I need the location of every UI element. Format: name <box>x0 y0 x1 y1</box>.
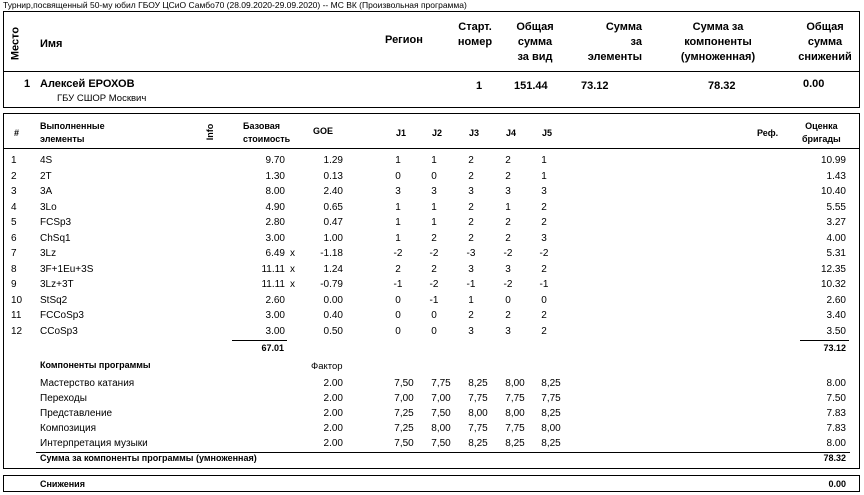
element-goe: -0.79 <box>320 279 343 290</box>
element-goe: 0.50 <box>323 325 343 337</box>
component-name: Мастерство катания <box>40 378 135 389</box>
element-panel-score: 3.40 <box>826 310 846 321</box>
header-divider <box>3 71 860 72</box>
protocol-title: Турнир,посвященный 50-му юбил ГБОУ ЦСиО Самбо70 (28.09.2020-29.09.2020) -- МС ВК (Произвольная программа) <box>3 0 467 10</box>
element-judge-score: 1 <box>431 155 437 166</box>
element-judge-score: -2 <box>539 248 549 259</box>
element-judge-score: 2 <box>505 310 511 321</box>
element-judge-score: 0 <box>431 325 437 337</box>
element-judge-score: 2 <box>431 232 437 244</box>
element-judge-score: 2 <box>505 170 511 182</box>
col-j2-header: J2 <box>432 128 443 138</box>
element-judge-score: -2 <box>503 248 513 259</box>
element-code: FCSp3 <box>40 217 72 228</box>
element-judge-score: 2 <box>468 232 474 244</box>
element-base-value: 1.30 <box>265 170 285 182</box>
element-goe: -1.18 <box>320 248 343 259</box>
element-base-value: 2.80 <box>265 217 285 228</box>
element-base-value: 2.60 <box>265 294 285 306</box>
element-panel-score: 4.00 <box>826 232 846 244</box>
col-ref-header: Реф. <box>757 128 779 138</box>
skater-total: 151.44 <box>514 80 548 92</box>
element-row <box>3 324 860 339</box>
component-judge-score: 7,50 <box>394 378 414 389</box>
element-row <box>3 153 860 168</box>
col-goe-header: GOE <box>313 126 334 136</box>
element-panel-score: 1.43 <box>826 170 846 182</box>
element-code: 4S <box>40 155 53 166</box>
component-judge-score: 7,75 <box>541 393 561 404</box>
element-code: CCoSp3 <box>40 325 78 337</box>
component-factor: 2.00 <box>323 423 343 434</box>
component-judge-score: 7,75 <box>431 378 451 389</box>
col-region-header: Регион <box>385 34 423 46</box>
element-judge-score: 2 <box>468 201 474 213</box>
deductions-total: 0.00 <box>828 479 846 489</box>
element-base-value: 3.00 <box>265 232 285 244</box>
deductions-box <box>3 475 860 492</box>
elements-total: 73.12 <box>823 343 846 353</box>
element-judge-score: -2 <box>429 248 439 259</box>
element-number: 6 <box>11 232 17 244</box>
component-panel-score: 8.00 <box>826 438 846 449</box>
component-judge-score: 8,00 <box>505 378 525 389</box>
element-row <box>3 184 860 199</box>
element-judge-score: 1 <box>395 232 401 244</box>
element-judge-score: 0 <box>431 310 437 321</box>
component-name: Интерпретация музыки <box>40 438 148 449</box>
element-judge-score: 1 <box>395 155 401 166</box>
component-judge-score: 8,00 <box>468 408 488 419</box>
element-panel-score: 10.40 <box>820 186 846 197</box>
element-judge-score: 2 <box>541 310 547 321</box>
element-number: 12 <box>11 325 23 337</box>
element-judge-score: 3 <box>431 186 437 197</box>
element-bonus-mark: x <box>290 263 295 275</box>
element-judge-score: 1 <box>541 155 547 166</box>
component-judge-score: 8,25 <box>468 438 488 449</box>
component-judge-score: 8,25 <box>468 378 488 389</box>
element-panel-score: 5.31 <box>826 248 846 259</box>
element-judge-score: 2 <box>468 217 474 228</box>
element-judge-score: 1 <box>431 217 437 228</box>
element-bonus-mark: x <box>290 248 295 259</box>
element-goe: 1.00 <box>323 232 343 244</box>
col-j4-header: J4 <box>506 128 517 138</box>
element-code: FCCoSp3 <box>40 310 84 321</box>
col-elements-header: Сумма за элементы <box>587 21 642 63</box>
col-j5-header: J5 <box>542 128 553 138</box>
element-number: 7 <box>11 248 17 259</box>
element-judge-score: 2 <box>468 170 474 182</box>
element-code: 3Lo <box>40 201 57 213</box>
element-base-value: 8.00 <box>265 186 285 197</box>
component-judge-score: 8,25 <box>541 378 561 389</box>
component-judge-score: 7,75 <box>468 393 488 404</box>
element-goe: 0.00 <box>323 294 343 306</box>
element-goe: 0.13 <box>323 170 343 182</box>
element-judge-score: -1 <box>466 279 476 290</box>
components-label: Компоненты программы <box>40 360 151 370</box>
col-j3-header: J3 <box>469 128 480 138</box>
elements-total-rule <box>800 340 849 341</box>
component-name: Представление <box>40 408 113 419</box>
element-judge-score: 3 <box>505 325 511 337</box>
skater-name: Алексей ЕРОХОВ <box>40 78 135 90</box>
element-judge-score: 3 <box>468 186 474 197</box>
element-base-value: 6.49 <box>265 248 285 259</box>
component-name: Переходы <box>40 393 87 404</box>
element-judge-score: -2 <box>429 279 439 290</box>
element-number: 3 <box>11 186 17 197</box>
element-base-value: 11.11 <box>261 263 285 275</box>
element-judge-score: -1 <box>393 279 403 290</box>
component-judge-score: 8,00 <box>505 408 525 419</box>
element-code: 3Lz+3T <box>40 279 74 290</box>
factor-label: Фактор <box>311 361 343 372</box>
component-judge-score: 8,25 <box>541 438 561 449</box>
element-panel-score: 5.55 <box>826 201 846 213</box>
component-panel-score: 7.83 <box>826 408 846 419</box>
deductions-label: Снижения <box>40 479 85 489</box>
component-factor: 2.00 <box>323 408 343 419</box>
component-judge-score: 7,50 <box>394 438 414 449</box>
skater-components-score: 78.32 <box>708 80 736 92</box>
element-judge-score: 2 <box>505 155 511 166</box>
base-total-rule <box>232 340 287 341</box>
element-judge-score: 2 <box>541 217 547 228</box>
skater-place: 1 <box>24 78 31 90</box>
component-judge-score: 8,25 <box>505 438 525 449</box>
element-judge-score: 0 <box>505 294 511 306</box>
component-judge-score: 7,75 <box>505 393 525 404</box>
component-judge-score: 8,25 <box>541 408 561 419</box>
element-judge-score: 1 <box>395 217 401 228</box>
base-total: 67.01 <box>261 343 284 353</box>
element-panel-score: 3.27 <box>826 217 846 228</box>
element-judge-score: 0 <box>431 170 437 182</box>
col-deductions-header: Общая сумма снижений <box>798 21 852 63</box>
element-base-value: 3.00 <box>265 310 285 321</box>
element-code: StSq2 <box>40 294 68 306</box>
element-judge-score: 3 <box>505 186 511 197</box>
component-judge-score: 7,00 <box>394 393 414 404</box>
component-judge-score: 8,00 <box>431 423 451 434</box>
element-row <box>3 277 860 292</box>
element-judge-score: -1 <box>429 294 439 306</box>
element-judge-score: 2 <box>541 263 547 275</box>
element-judge-score: -3 <box>466 248 476 259</box>
element-judge-score: 3 <box>541 186 547 197</box>
element-base-value: 3.00 <box>265 325 285 337</box>
element-judge-score: 3 <box>468 263 474 275</box>
element-judge-score: 2 <box>431 263 437 275</box>
component-judge-score: 7,25 <box>394 423 414 434</box>
element-row <box>3 200 860 215</box>
element-number: 8 <box>11 263 17 275</box>
element-number: 2 <box>11 170 17 182</box>
col-components-header: Сумма за компоненты (умноженная) <box>680 21 756 63</box>
element-judge-score: 3 <box>395 186 401 197</box>
component-row <box>3 436 860 451</box>
element-goe: 0.65 <box>323 201 343 213</box>
element-judge-score: 0 <box>395 294 401 306</box>
col-num-header: # <box>14 128 20 138</box>
element-base-value: 11.11 <box>261 279 285 290</box>
element-goe: 2.40 <box>323 186 343 197</box>
element-code: 3A <box>40 186 53 197</box>
element-panel-score: 2.60 <box>826 294 846 306</box>
element-number: 10 <box>11 294 23 306</box>
element-judge-score: -2 <box>393 248 403 259</box>
element-panel-score: 12.35 <box>820 263 846 275</box>
component-row <box>3 421 860 436</box>
element-judge-score: 2 <box>468 155 474 166</box>
component-factor: 2.00 <box>323 393 343 404</box>
element-code: 3Lz <box>40 248 57 259</box>
col-start-header: Старт. номер <box>457 21 493 48</box>
element-judge-score: 3 <box>505 263 511 275</box>
element-row <box>3 231 860 246</box>
element-number: 9 <box>11 279 17 290</box>
element-judge-score: 1 <box>505 201 511 213</box>
element-row <box>3 293 860 308</box>
col-place-header: Место <box>9 26 22 61</box>
element-judge-score: 0 <box>395 170 401 182</box>
element-judge-score: 3 <box>468 325 474 337</box>
element-judge-score: 3 <box>541 232 547 244</box>
element-judge-score: 2 <box>505 232 511 244</box>
element-number: 1 <box>11 155 17 166</box>
component-factor: 2.00 <box>323 378 343 389</box>
col-total-header: Общая сумма за вид <box>516 21 554 63</box>
element-goe: 0.40 <box>323 310 343 321</box>
col-base-header: Базовая стоимость <box>243 121 291 144</box>
element-judge-score: -1 <box>539 279 549 290</box>
element-base-value: 9.70 <box>265 155 285 166</box>
element-goe: 0.47 <box>323 217 343 228</box>
element-judge-score: 2 <box>395 263 401 275</box>
element-judge-score: 1 <box>468 294 474 306</box>
element-judge-score: 1 <box>395 201 401 213</box>
element-judge-score: 2 <box>468 310 474 321</box>
element-number: 11 <box>11 310 22 321</box>
element-judge-score: 1 <box>541 170 547 182</box>
details-header-divider <box>3 148 860 149</box>
component-judge-score: 7,50 <box>431 408 451 419</box>
component-row <box>3 406 860 421</box>
element-row <box>3 262 860 277</box>
component-judge-score: 7,00 <box>431 393 451 404</box>
skater-elements-score: 73.12 <box>581 80 609 92</box>
element-judge-score: 0 <box>395 325 401 337</box>
element-row <box>3 246 860 261</box>
component-judge-score: 7,25 <box>394 408 414 419</box>
element-row <box>3 169 860 184</box>
element-judge-score: 0 <box>395 310 401 321</box>
element-judge-score: 1 <box>431 201 437 213</box>
col-j1-header: J1 <box>396 128 407 138</box>
skater-deductions: 0.00 <box>803 78 825 90</box>
col-panel-header: Оценка бригады <box>802 121 841 144</box>
component-judge-score: 7,75 <box>468 423 488 434</box>
component-judge-score: 8,00 <box>541 423 561 434</box>
element-row <box>3 308 860 323</box>
component-row <box>3 376 860 391</box>
skater-club: ГБУ СШОР Москвич <box>57 93 147 104</box>
component-judge-score: 7,50 <box>431 438 451 449</box>
col-name-header: Имя <box>40 38 63 50</box>
skater-start-no: 1 <box>476 80 483 92</box>
element-panel-score: 3.50 <box>826 325 846 337</box>
element-judge-score: 2 <box>541 325 547 337</box>
element-judge-score: 0 <box>541 294 547 306</box>
component-name: Композиция <box>40 423 97 434</box>
component-panel-score: 7.50 <box>826 393 846 404</box>
element-goe: 1.29 <box>323 155 343 166</box>
component-row <box>3 391 860 406</box>
element-row <box>3 215 860 230</box>
component-judge-score: 7,75 <box>505 423 525 434</box>
component-panel-score: 7.83 <box>826 423 846 434</box>
element-panel-score: 10.32 <box>820 279 846 290</box>
components-total: 78.32 <box>823 453 846 463</box>
element-code: 3F+1Eu+3S <box>40 263 94 275</box>
element-judge-score: 2 <box>541 201 547 213</box>
element-goe: 1.24 <box>323 263 343 275</box>
col-executed-header: Выполненные элементы <box>40 121 105 144</box>
col-info-header: Info <box>205 123 215 141</box>
element-panel-score: 10.99 <box>820 155 846 166</box>
element-bonus-mark: x <box>290 279 295 290</box>
component-panel-score: 8.00 <box>826 378 846 389</box>
element-code: ChSq1 <box>40 232 71 244</box>
element-number: 4 <box>11 201 17 213</box>
element-judge-score: 2 <box>505 217 511 228</box>
components-total-label: Сумма за компоненты программы (умноженная) <box>40 453 257 463</box>
element-base-value: 4.90 <box>265 201 285 213</box>
component-factor: 2.00 <box>323 438 343 449</box>
element-code: 2T <box>40 170 52 182</box>
element-judge-score: -2 <box>503 279 513 290</box>
element-number: 5 <box>11 217 17 228</box>
